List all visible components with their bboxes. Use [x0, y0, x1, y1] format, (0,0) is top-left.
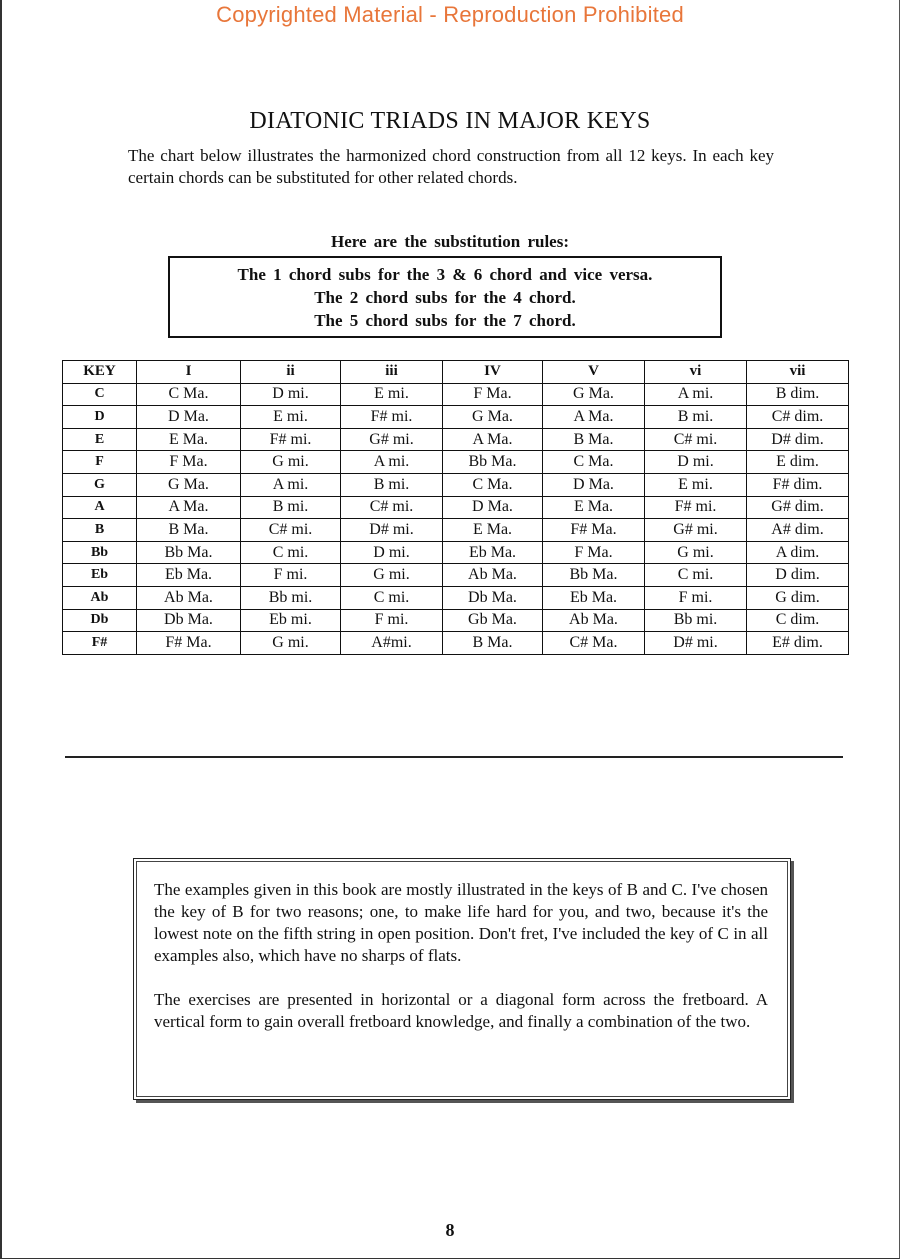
chord-cell: E Ma. [443, 519, 543, 542]
key-cell: F# [63, 632, 137, 655]
column-header: vii [747, 361, 849, 384]
key-cell: A [63, 496, 137, 519]
chord-cell: F# mi. [645, 496, 747, 519]
chord-cell: A Ma. [543, 406, 645, 429]
chord-cell: C# dim. [747, 406, 849, 429]
chord-cell: G# dim. [747, 496, 849, 519]
note-box [133, 858, 791, 1100]
chord-cell: G# mi. [645, 519, 747, 542]
chord-cell: E dim. [747, 451, 849, 474]
chord-cell: B Ma. [137, 519, 241, 542]
key-cell: Db [63, 609, 137, 632]
substitution-rules-box [168, 256, 722, 338]
chord-cell: E mi. [645, 473, 747, 496]
chord-cell: F# Ma. [137, 632, 241, 655]
chord-cell: A mi. [241, 473, 341, 496]
table-row [63, 564, 849, 587]
chord-cell: F# dim. [747, 473, 849, 496]
chord-cell: A# dim. [747, 519, 849, 542]
substitution-rule: The 1 chord subs for the 3 & 6 chord and vice versa. [237, 265, 653, 284]
table-row [63, 609, 849, 632]
chord-cell: G Ma. [137, 473, 241, 496]
chord-cell: F mi. [341, 609, 443, 632]
chord-cell: A Ma. [137, 496, 241, 519]
chord-cell: C mi. [645, 564, 747, 587]
key-cell: Eb [63, 564, 137, 587]
column-header: IV [443, 361, 543, 384]
chord-cell: Ab Ma. [137, 586, 241, 609]
chord-cell: D Ma. [443, 496, 543, 519]
chord-cell: C Ma. [137, 383, 241, 406]
chord-cell: B Ma. [543, 428, 645, 451]
chord-cell: Bb Ma. [543, 564, 645, 587]
table-row [63, 451, 849, 474]
page-number: 8 [445, 1220, 455, 1240]
table-row [63, 632, 849, 655]
column-header: ii [241, 361, 341, 384]
chord-cell: G mi. [241, 632, 341, 655]
chord-cell: F mi. [241, 564, 341, 587]
table-header-row [63, 361, 849, 384]
chord-cell: F mi. [645, 586, 747, 609]
chord-cell: Eb Ma. [543, 586, 645, 609]
column-header: vi [645, 361, 747, 384]
chord-cell: A#mi. [341, 632, 443, 655]
chord-cell: G mi. [241, 451, 341, 474]
chord-cell: A Ma. [443, 428, 543, 451]
chord-cell: F Ma. [543, 541, 645, 564]
table-row [63, 519, 849, 542]
chord-cell: C mi. [241, 541, 341, 564]
table-row [63, 406, 849, 429]
chord-cell: F Ma. [137, 451, 241, 474]
substitution-rule: The 2 chord subs for the 4 chord. [314, 288, 576, 307]
chord-cell: D mi. [241, 383, 341, 406]
chord-cell: A dim. [747, 541, 849, 564]
chord-cell: E# dim. [747, 632, 849, 655]
key-cell: Bb [63, 541, 137, 564]
chord-cell: A mi. [341, 451, 443, 474]
intro-paragraph: The chart below illustrates the harmonized chord construction from all 12 keys. In each key certain chords can be substituted for other related chords. [128, 146, 774, 187]
chord-cell: C# mi. [645, 428, 747, 451]
chord-cell: Bb mi. [241, 586, 341, 609]
chord-cell: G dim. [747, 586, 849, 609]
chord-cell: B Ma. [443, 632, 543, 655]
chord-cell: F# Ma. [543, 519, 645, 542]
chord-cell: F# mi. [241, 428, 341, 451]
chord-cell: C# Ma. [543, 632, 645, 655]
column-header: iii [341, 361, 443, 384]
chord-cell: C dim. [747, 609, 849, 632]
chord-cell: Eb Ma. [137, 564, 241, 587]
key-cell: C [63, 383, 137, 406]
chord-cell: Bb Ma. [443, 451, 543, 474]
chord-cell: D# mi. [341, 519, 443, 542]
chord-cell: C Ma. [443, 473, 543, 496]
chord-cell: Eb Ma. [443, 541, 543, 564]
chord-cell: D mi. [645, 451, 747, 474]
table-row [63, 496, 849, 519]
column-header: I [137, 361, 241, 384]
chord-cell: C Ma. [543, 451, 645, 474]
chord-cell: D dim. [747, 564, 849, 587]
chord-cell: G mi. [645, 541, 747, 564]
note-paragraph: The examples given in this book are mostly illustrated in the keys of B and C. I've chosen the key of B for two reasons; one, to make life hard for you, and two, because it's the lowest note on the fifth string in open position. Don't fret, I've included the key of C in all examples also, which have no sharps of flats. [154, 880, 768, 965]
table-row [63, 473, 849, 496]
key-cell: Ab [63, 586, 137, 609]
chord-cell: C mi. [341, 586, 443, 609]
chord-cell: Bb Ma. [137, 541, 241, 564]
chord-cell: B dim. [747, 383, 849, 406]
chord-cell: E Ma. [137, 428, 241, 451]
chord-cell: E Ma. [543, 496, 645, 519]
chord-cell: B mi. [341, 473, 443, 496]
chord-cell: E mi. [341, 383, 443, 406]
chord-cell: C# mi. [341, 496, 443, 519]
chord-cell: G# mi. [341, 428, 443, 451]
substitution-rule: The 5 chord subs for the 7 chord. [314, 311, 576, 330]
copyright-watermark: Copyrighted Material - Reproduction Prohibited [216, 2, 684, 27]
chord-cell: B mi. [241, 496, 341, 519]
chord-cell: A mi. [645, 383, 747, 406]
key-cell: G [63, 473, 137, 496]
diatonic-triads-table [62, 360, 849, 655]
substitution-heading: Here are the substitution rules: [330, 232, 570, 251]
chord-cell: Ab Ma. [543, 609, 645, 632]
table-row [63, 428, 849, 451]
chord-cell: D Ma. [543, 473, 645, 496]
chord-cell: Db Ma. [443, 586, 543, 609]
chord-cell: F Ma. [443, 383, 543, 406]
note-paragraph: The exercises are presented in horizontal or a diagonal form across the fretboard. A vertical form to gain overall fretboard knowledge, and finally a combination of the two. [154, 990, 768, 1031]
chord-cell: Ab Ma. [443, 564, 543, 587]
horizontal-divider [65, 756, 843, 758]
chord-cell: D# dim. [747, 428, 849, 451]
chord-cell: G Ma. [543, 383, 645, 406]
chord-cell: D# mi. [645, 632, 747, 655]
key-cell: B [63, 519, 137, 542]
page-title: DIATONIC TRIADS IN MAJOR KEYS [249, 108, 651, 134]
column-header-key: KEY [63, 361, 137, 384]
chord-cell: G mi. [341, 564, 443, 587]
chord-cell: Db Ma. [137, 609, 241, 632]
chord-cell: D Ma. [137, 406, 241, 429]
table-row [63, 383, 849, 406]
key-cell: E [63, 428, 137, 451]
chord-cell: Eb mi. [241, 609, 341, 632]
chord-cell: E mi. [241, 406, 341, 429]
chord-cell: B mi. [645, 406, 747, 429]
column-header: V [543, 361, 645, 384]
key-cell: D [63, 406, 137, 429]
chord-cell: C# mi. [241, 519, 341, 542]
chord-cell: D mi. [341, 541, 443, 564]
key-cell: F [63, 451, 137, 474]
table-row [63, 586, 849, 609]
chord-cell: F# mi. [341, 406, 443, 429]
chord-cell: Bb mi. [645, 609, 747, 632]
chord-cell: G Ma. [443, 406, 543, 429]
chord-cell: Gb Ma. [443, 609, 543, 632]
table-row [63, 541, 849, 564]
